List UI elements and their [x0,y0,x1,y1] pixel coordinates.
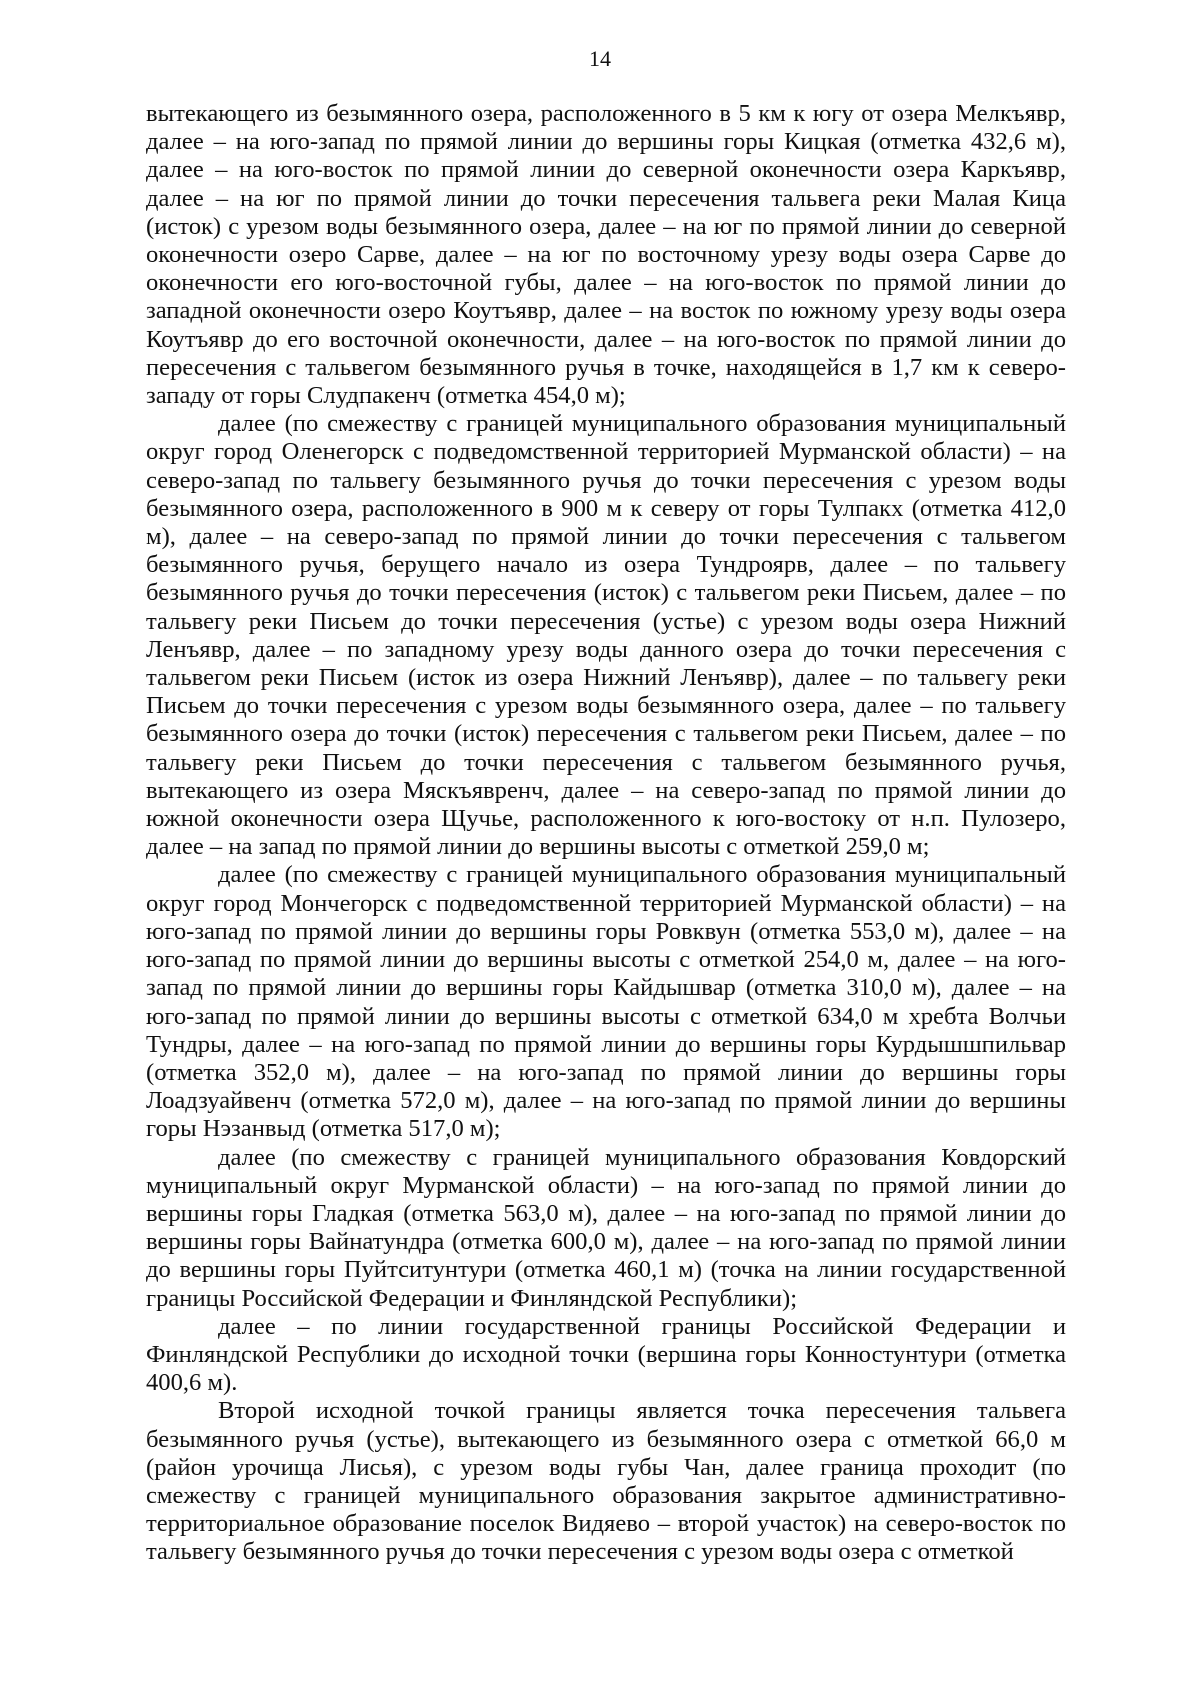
paragraph-second-starting-point: Второй исходной точкой границы является точка пересечения тальвега безымянного ручья (устье), вытекающего из безымянного озера с отметкой 66,0 м (район урочища Лисья), с урезом воды губы Чан, далее граница проходит (по смежеству с границей муниципального образования закрытое административно-территориальное образование поселок Видяево – второй участок) на северо-восток по тальвегу безымянного ручья до точки пересечения с урезом воды озера с отметкой [146,1397,1066,1566]
paragraph-state-border: далее – по линии государственной границы Российской Федерации и Финляндской Республики до исходной точки (вершина горы Конностунтури (отметка 400,6 м). [146,1312,1066,1397]
paragraph-kovdorsky-boundary: далее (по смежеству с границей муниципального образования Ковдорский муниципальный округ Мурманской области) – на юго-запад по прямой линии до вершины горы Гладкая (отметка 563,0 м), далее – на юго-запад по прямой линии до вершины горы Вайнатундра (отметка 600,0 м), далее – на юго-запад по прямой линии до вершины горы Пуйтситунтури (отметка 460,1 м) (точка на линии государственной границы Российской Федерации и Финляндской Республики); [146,1143,1066,1312]
paragraph-monchegorsk-boundary: далее (по смежеству с границей муниципального образования муниципальный округ город Мончегорск с подведомственной территорией Мурманской области) – на юго-запад по прямой линии до вершины горы Ровквун (отметка 553,0 м), далее – на юго-запад по прямой линии до вершины высоты с отметкой 254,0 м, далее – на юго-запад по прямой линии до вершины горы Кайдышвар (отметка 310,0 м), далее – на юго-запад по прямой линии до вершины высоты с отметкой 634,0 м хребта Волчьи Тундры, далее – на юго-запад по прямой линии до вершины горы Курдышшпильвар (отметка 352,0 м), далее – на юго-запад по прямой линии до вершины горы Лоадзуайвенч (отметка 572,0 м), далее – на юго-запад по прямой линии до вершины горы Нэзанвыд (отметка 517,0 м); [146,861,1066,1143]
paragraph-olenegorsk-boundary: далее (по смежеству с границей муниципального образования муниципальный округ город Оленегорск с подведомственной территорией Мурманской области) – на северо-запад по тальвегу безымянного ручья до точки пересечения с урезом воды безымянного озера, расположенного в 900 м к северу от горы Тулпакх (отметка 412,0 м), далее – на северо-запад по прямой линии до точки пересечения с тальвегом безымянного ручья, берущего начало из озера Тундроярв, далее – по тальвегу безымянного ручья до точки пересечения (исток) с тальвегом реки Письем, далее – по тальвегу реки Письем до точки пересечения (устье) с урезом воды озера Нижний Ленъявр, далее – по западному урезу воды данного озера до точки пересечения с тальвегом реки Письем (исток из озера Нижний Ленъявр), далее – по тальвегу реки Письем до точки пересечения с урезом воды безымянного озера, далее – по тальвегу безымянного озера до точки (исток) пересечения с тальвегом реки Письем, далее – по тальвегу реки Письем до точки пересечения с тальвегом безымянного ручья, вытекающего из озера Мяскъявренч, далее – на северо-запад по прямой линии до южной оконечности озера Щучье, расположенного к юго-востоку от н.п. Пулозеро, далее – на запад по прямой линии до вершины высоты с отметкой 259,0 м; [146,410,1066,861]
paragraph-continuation: вытекающего из безымянного озера, расположенного в 5 км к югу от озера Мелкъявр, далее – на юго-запад по прямой линии до вершины горы Кицкая (отметка 432,6 м), далее – на юго-восток по прямой линии до северной оконечности озера Каркъявр, далее – на юг по прямой линии до точки пересечения тальвега реки Малая Кица (исток) с урезом воды безымянного озера, далее – на юг по прямой линии до северной оконечности озеро Сарве, далее – на юг по восточному урезу воды озера Сарве до оконечности его юго-восточной губы, далее – на юго-восток по прямой линии до западной оконечности озеро Коутъявр, далее – на восток по южному урезу воды озера Коутъявр до его восточной оконечности, далее – на юго-восток по прямой линии до пересечения с тальвегом безымянного ручья в точке, находящейся в 1,7 км к северо-западу от горы Слудпакенч (отметка 454,0 м); [146,100,1066,410]
document-body [146,100,1066,1567]
page-number: 14 [589,46,611,71]
